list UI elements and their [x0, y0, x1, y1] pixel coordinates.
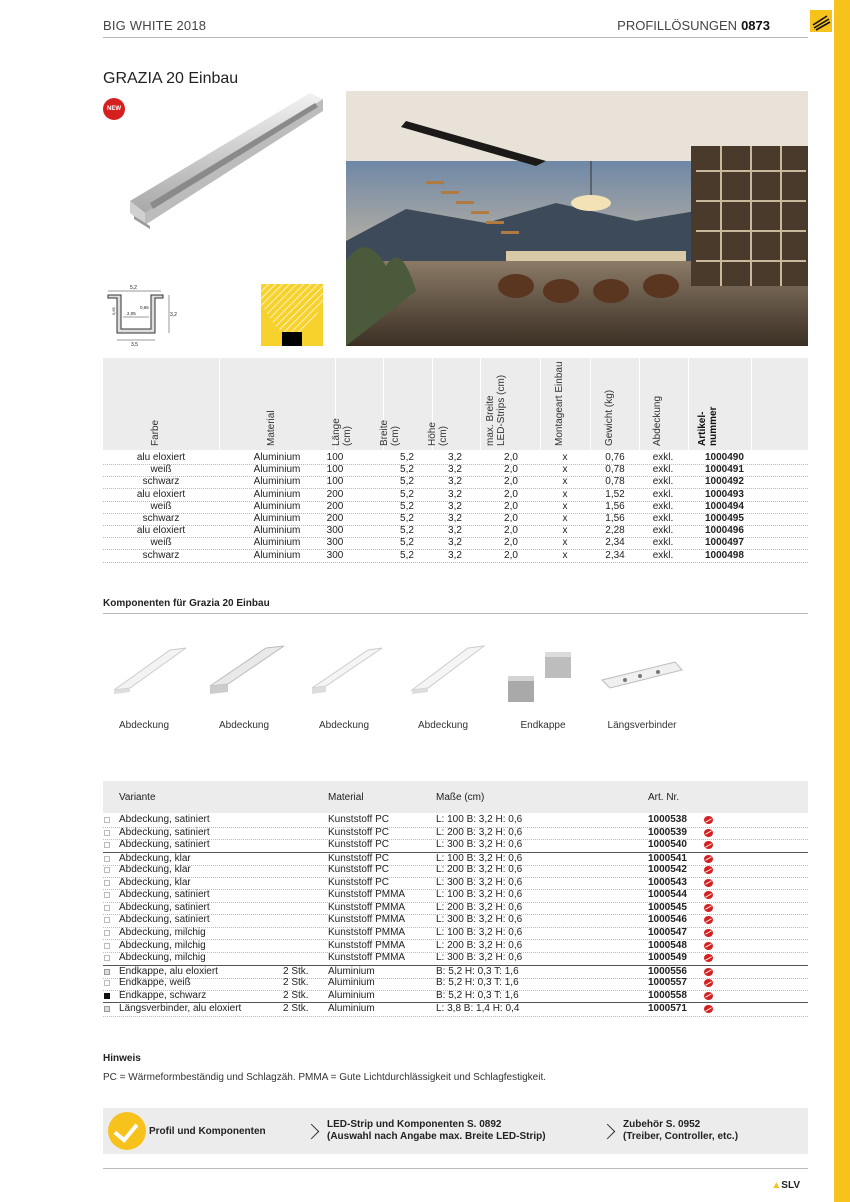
- interior-photo: [346, 91, 808, 346]
- parts-row: [103, 952, 808, 966]
- spec-cell: 100: [326, 464, 344, 476]
- spec-row: [103, 525, 808, 538]
- endcap-image: [508, 652, 571, 702]
- order-icon: [704, 942, 713, 950]
- step-led-strip-line2: (Auswahl nach Angabe max. Breite LED-Strip): [327, 1131, 546, 1142]
- parts-cell-v: Abdeckung, klar: [119, 864, 191, 876]
- parts-cell-d: L: 200 B: 3,2 H: 0,6: [436, 901, 523, 913]
- spec-cell: exkl.: [652, 525, 674, 537]
- spec-cell: 3,2: [448, 549, 462, 561]
- spec-cell: 5,2: [400, 537, 414, 549]
- spec-row: [103, 464, 808, 477]
- parts-cell-m: Kunststoff PMMA: [328, 914, 406, 926]
- parts-cell-a: 1000549: [648, 952, 687, 964]
- spec-cell: exkl.: [652, 488, 674, 500]
- parts-cell-m: Kunststoff PMMA: [328, 901, 406, 913]
- spec-cell: 1000495: [705, 513, 744, 524]
- parts-cell-m: Kunststoff PC: [328, 876, 389, 888]
- parts-cell-m: Aluminium: [328, 1003, 375, 1015]
- parts-cell-d: L: 300 B: 3,2 H: 0,6: [436, 876, 523, 888]
- spec-cell: exkl.: [652, 452, 674, 463]
- parts-cell-a: 1000542: [648, 864, 687, 876]
- header-led-breite: max. Breite LED-Strips (cm): [485, 374, 507, 446]
- spec-cell: 2,34: [605, 549, 625, 561]
- spec-cell: exkl.: [652, 476, 674, 488]
- parts-cell-d: B: 5,2 H: 0,3 T: 1,6: [436, 965, 519, 977]
- spec-cell: 2,28: [605, 525, 625, 537]
- header-gewicht: Gewicht (kg): [604, 389, 615, 446]
- order-icon: [704, 904, 713, 912]
- header-hoehe: Höhe (cm): [427, 422, 449, 446]
- color-swatch: [104, 917, 110, 923]
- parts-cell-d: L: 200 B: 3,2 H: 0,6: [436, 864, 523, 876]
- spec-cell: 2,0: [504, 452, 518, 463]
- order-icon: [704, 879, 713, 887]
- parts-cell-m: Aluminium: [328, 977, 375, 989]
- spec-cell: 5,2: [400, 476, 414, 488]
- section-title: [617, 18, 770, 33]
- spec-cell: 300: [326, 549, 344, 561]
- spec-row: [103, 501, 808, 514]
- component-label-cover-4: Abdeckung: [417, 720, 469, 731]
- spec-row: [103, 550, 808, 563]
- header-laenge: Länge (cm): [331, 418, 353, 446]
- spec-cell: 2,0: [504, 537, 518, 549]
- order-icon: [704, 816, 713, 824]
- spec-cell: 2,34: [605, 537, 625, 549]
- cross-section-drawing: [103, 283, 183, 348]
- dim-side: 0,65: [111, 307, 116, 315]
- spec-cell: 300: [326, 537, 344, 549]
- spec-cell: weiß: [150, 464, 172, 476]
- component-label-cover-2: Abdeckung: [218, 720, 270, 731]
- spec-cell: 2,0: [504, 525, 518, 537]
- spec-row: [103, 476, 808, 489]
- parts-cell-m: Kunststoff PMMA: [328, 952, 406, 964]
- cover-image-1: [114, 648, 186, 694]
- footer-divider: [103, 1168, 808, 1169]
- header-material: Material: [266, 410, 277, 446]
- parts-cell-m: Kunststoff PC: [328, 814, 389, 825]
- spec-cell: 5,2: [400, 464, 414, 476]
- parts-cell-m: Kunststoff PC: [328, 864, 389, 876]
- parts-row: [103, 914, 808, 928]
- header-farbe: Farbe: [150, 419, 161, 446]
- color-swatch: [104, 1006, 110, 1012]
- component-label-cover-3: Abdeckung: [318, 720, 370, 731]
- parts-cell-d: L: 200 B: 3,2 H: 0,6: [436, 939, 523, 951]
- spec-cell: 3,2: [448, 500, 462, 512]
- spec-cell: schwarz: [142, 476, 180, 488]
- spec-cell: 1000490: [705, 452, 744, 463]
- spec-cell: weiß: [150, 500, 172, 512]
- cover-image-2: [210, 646, 284, 694]
- section-name: PROFILLÖSUNGEN: [617, 18, 738, 33]
- slv-stripes-icon: [810, 10, 832, 32]
- header-masse: Maße (cm): [436, 792, 485, 803]
- col-farbe: [103, 358, 219, 446]
- color-swatch: [104, 817, 110, 823]
- parts-row: [103, 877, 808, 891]
- note-text: PC = Wärmeformbeständig und Schlagzäh. PMMA = Gute Lichtdurchlässigkeit und Schlagfestigkeit.: [103, 1072, 547, 1083]
- parts-cell-m: Aluminium: [328, 989, 375, 1001]
- spec-cell: 3,2: [448, 537, 462, 549]
- header-breite: Breite (cm): [379, 419, 401, 446]
- spec-cell: 300: [326, 525, 344, 537]
- component-label-connector: Längsverbinder: [607, 720, 677, 731]
- color-swatch: [104, 880, 110, 886]
- step-profile-components: Profil und Komponenten: [149, 1126, 266, 1137]
- parts-cell-q: 2 Stk.: [283, 989, 309, 1001]
- spec-cell: Aluminium: [253, 513, 301, 524]
- spec-cell: alu eloxiert: [136, 525, 186, 537]
- order-icon: [704, 929, 713, 937]
- spec-cell: schwarz: [142, 549, 180, 561]
- color-swatch: [104, 892, 110, 898]
- parts-cell-d: L: 200 B: 3,2 H: 0,6: [436, 826, 523, 838]
- spec-cell: Aluminium: [253, 464, 301, 476]
- spec-cell: x: [562, 500, 568, 512]
- spec-cell: 1,52: [605, 488, 625, 500]
- components-images: [110, 640, 690, 710]
- order-icon: [704, 979, 713, 987]
- spec-cell: Aluminium: [253, 452, 301, 463]
- parts-cell-a: 1000557: [648, 977, 687, 989]
- parts-cell-m: Kunststoff PMMA: [328, 889, 406, 901]
- order-icon: [704, 841, 713, 849]
- spec-cell: 3,2: [448, 476, 462, 488]
- parts-cell-v: Abdeckung, satiniert: [119, 914, 210, 926]
- color-swatch: [104, 930, 110, 936]
- color-swatch: [104, 830, 110, 836]
- spec-cell: exkl.: [652, 500, 674, 512]
- light-beam-icon: [261, 284, 323, 346]
- spec-cell: 1000491: [705, 464, 744, 476]
- parts-cell-d: L: 100 B: 3,2 H: 0,6: [436, 814, 523, 825]
- spec-cell: 3,2: [448, 464, 462, 476]
- parts-cell-q: 2 Stk.: [283, 965, 309, 977]
- parts-row: [103, 814, 808, 828]
- parts-cell-q: 2 Stk.: [283, 977, 309, 989]
- dim-width-top: 5,2: [130, 285, 137, 291]
- spec-cell: 1000492: [705, 476, 744, 488]
- parts-row: [103, 977, 808, 991]
- spec-cell: 2,0: [504, 549, 518, 561]
- spec-cell: x: [562, 452, 568, 463]
- spec-cell: 3,2: [448, 525, 462, 537]
- spec-cell: 200: [326, 500, 344, 512]
- spec-row: [103, 489, 808, 502]
- page-number: 0873: [741, 18, 770, 33]
- brand-logo: ▲SLV: [771, 1180, 800, 1191]
- parts-cell-d: L: 100 B: 3,2 H: 0,6: [436, 926, 523, 938]
- parts-row: [103, 827, 808, 841]
- spec-cell: 0,78: [605, 464, 625, 476]
- spec-cell: 0,76: [605, 452, 625, 463]
- parts-row: [103, 927, 808, 941]
- parts-cell-a: 1000543: [648, 876, 687, 888]
- dim-inner: 2,05: [127, 311, 136, 316]
- col-gewicht: [591, 358, 639, 446]
- parts-row: [103, 990, 808, 1004]
- spec-cell: 3,2: [448, 488, 462, 500]
- col-breite: [377, 358, 425, 446]
- parts-cell-a: 1000544: [648, 889, 687, 901]
- parts-cell-a: 1000571: [648, 1003, 687, 1015]
- check-icon: [108, 1112, 146, 1150]
- color-swatch: [104, 867, 110, 873]
- parts-cell-v: Abdeckung, satiniert: [119, 889, 210, 901]
- components-divider: [103, 613, 808, 614]
- parts-cell-d: L: 300 B: 3,2 H: 0,6: [436, 914, 523, 926]
- spec-cell: 3,2: [448, 452, 462, 463]
- header-variante: Variante: [119, 792, 156, 803]
- parts-cell-m: Kunststoff PC: [328, 826, 389, 838]
- order-icon: [704, 891, 713, 899]
- parts-cell-v: Abdeckung, satiniert: [119, 839, 210, 851]
- color-swatch: [104, 969, 110, 975]
- dim-depth: 0,65: [140, 305, 149, 310]
- order-icon: [704, 1005, 713, 1013]
- spec-cell: alu eloxiert: [136, 488, 186, 500]
- spec-cell: 3,2: [448, 513, 462, 524]
- profile-product-image: [120, 91, 325, 231]
- spec-cell: 5,2: [400, 488, 414, 500]
- spec-cell: exkl.: [652, 513, 674, 524]
- connector-image: [602, 662, 682, 688]
- spec-cell: weiß: [150, 537, 172, 549]
- order-icon: [704, 968, 713, 976]
- spec-cell: 200: [326, 513, 344, 524]
- parts-cell-v: Abdeckung, klar: [119, 852, 191, 864]
- header-artikel: Artikel- nummer: [697, 406, 719, 446]
- parts-cell-v: Abdeckung, satiniert: [119, 901, 210, 913]
- parts-cell-a: 1000556: [648, 965, 687, 977]
- spec-cell: Aluminium: [253, 476, 301, 488]
- parts-cell-v: Längsverbinder, alu eloxiert: [119, 1003, 242, 1015]
- spec-cell: exkl.: [652, 464, 674, 476]
- parts-cell-v: Endkappe, schwarz: [119, 989, 207, 1001]
- parts-table-header: [103, 781, 808, 813]
- parts-row: [103, 864, 808, 878]
- spec-cell: alu eloxiert: [136, 452, 186, 463]
- col-laenge: [329, 358, 377, 446]
- spec-cell: x: [562, 488, 568, 500]
- spec-cell: 2,0: [504, 500, 518, 512]
- parts-cell-v: Abdeckung, satiniert: [119, 814, 210, 825]
- color-swatch: [104, 856, 110, 862]
- spec-cell: 2,0: [504, 464, 518, 476]
- parts-cell-v: Abdeckung, milchig: [119, 926, 206, 938]
- spec-row: [103, 452, 808, 465]
- color-swatch: [104, 842, 110, 848]
- parts-row: [103, 940, 808, 954]
- parts-cell-d: B: 5,2 H: 0,3 T: 1,6: [436, 989, 519, 1001]
- parts-cell-d: L: 3,8 B: 1,4 H: 0,4: [436, 1003, 520, 1015]
- spec-table-header: [103, 358, 808, 450]
- parts-cell-v: Abdeckung, satiniert: [119, 826, 210, 838]
- header-material: Material: [328, 792, 364, 803]
- spec-cell: 1000496: [705, 525, 744, 537]
- col-montage: [540, 358, 590, 446]
- spec-cell: 5,2: [400, 549, 414, 561]
- spec-row: [103, 537, 808, 550]
- parts-cell-v: Abdeckung, milchig: [119, 952, 206, 964]
- header-art-nr: Art. Nr.: [648, 792, 680, 803]
- color-swatch: [104, 905, 110, 911]
- spec-cell: x: [562, 476, 568, 488]
- order-icon: [704, 992, 713, 1000]
- side-color-bar: [834, 0, 850, 1202]
- workflow-footer: [103, 1108, 808, 1154]
- step-led-strip-line1: LED-Strip und Komponenten S. 0892: [327, 1119, 502, 1130]
- chevron-right-icon: [600, 1124, 616, 1140]
- parts-cell-a: 1000541: [648, 852, 687, 864]
- spec-cell: x: [562, 549, 568, 561]
- spec-cell: x: [562, 513, 568, 524]
- spec-cell: x: [562, 537, 568, 549]
- spec-cell: 1,56: [605, 500, 625, 512]
- dim-height: 3,2: [170, 312, 177, 318]
- color-swatch: [104, 943, 110, 949]
- note-title: Hinweis: [103, 1053, 141, 1064]
- parts-cell-d: L: 300 B: 3,2 H: 0,6: [436, 839, 523, 851]
- header-divider: [103, 37, 808, 38]
- spec-cell: 5,2: [400, 500, 414, 512]
- parts-cell-v: Endkappe, weiß: [119, 977, 191, 989]
- step-accessories-line2: (Treiber, Controller, etc.): [623, 1131, 739, 1142]
- parts-cell-a: 1000546: [648, 914, 687, 926]
- chevron-right-icon: [304, 1124, 320, 1140]
- components-title: Komponenten für Grazia 20 Einbau: [103, 598, 270, 609]
- spec-cell: 2,0: [504, 488, 518, 500]
- spec-cell: schwarz: [142, 513, 180, 524]
- parts-cell-d: L: 300 B: 3,2 H: 0,6: [436, 952, 523, 964]
- component-label-endcap: Endkappe: [520, 720, 566, 731]
- spec-cell: exkl.: [652, 549, 674, 561]
- header-montage: Montageart Einbau: [554, 361, 565, 446]
- product-title: GRAZIA 20 Einbau: [103, 70, 239, 87]
- parts-row: [103, 889, 808, 903]
- parts-cell-v: Abdeckung, klar: [119, 876, 191, 888]
- cover-image-4: [412, 646, 484, 694]
- order-icon: [704, 855, 713, 863]
- spec-cell: 2,0: [504, 513, 518, 524]
- spec-cell: 1,56: [605, 513, 625, 524]
- parts-cell-a: 1000558: [648, 989, 687, 1001]
- parts-cell-a: 1000548: [648, 939, 687, 951]
- parts-cell-a: 1000538: [648, 814, 687, 825]
- spec-cell: 100: [326, 476, 344, 488]
- color-swatch: [104, 980, 110, 986]
- color-swatch: [104, 993, 110, 999]
- spec-cell: Aluminium: [253, 537, 301, 549]
- spec-cell: x: [562, 464, 568, 476]
- parts-cell-a: 1000540: [648, 839, 687, 851]
- spec-cell: Aluminium: [253, 500, 301, 512]
- parts-cell-m: Kunststoff PC: [328, 839, 389, 851]
- color-swatch: [104, 955, 110, 961]
- parts-row: [103, 839, 808, 853]
- parts-cell-m: Kunststoff PMMA: [328, 939, 406, 951]
- parts-cell-d: B: 5,2 H: 0,3 T: 1,6: [436, 977, 519, 989]
- col-artikel: [687, 358, 751, 446]
- spec-cell: Aluminium: [253, 549, 301, 561]
- spec-cell: exkl.: [652, 537, 674, 549]
- col-ledbreite: [477, 358, 537, 446]
- header-abdeckung: Abdeckung: [652, 395, 663, 446]
- spec-cell: Aluminium: [253, 525, 301, 537]
- parts-row: [103, 902, 808, 916]
- parts-cell-a: 1000539: [648, 826, 687, 838]
- component-label-cover-1: Abdeckung: [118, 720, 170, 731]
- spec-cell: Aluminium: [253, 488, 301, 500]
- spec-cell: 1000493: [705, 488, 744, 500]
- parts-cell-d: L: 100 B: 3,2 H: 0,6: [436, 852, 523, 864]
- spec-cell: 0,78: [605, 476, 625, 488]
- parts-cell-m: Kunststoff PC: [328, 852, 389, 864]
- order-icon: [704, 829, 713, 837]
- order-icon: [704, 954, 713, 962]
- parts-cell-a: 1000547: [648, 926, 687, 938]
- order-icon: [704, 866, 713, 874]
- spec-cell: 200: [326, 488, 344, 500]
- new-badge: NEW: [103, 98, 125, 120]
- dim-width-bottom: 3,5: [131, 342, 138, 348]
- parts-cell-m: Kunststoff PMMA: [328, 926, 406, 938]
- order-icon: [704, 916, 713, 924]
- parts-cell-d: L: 100 B: 3,2 H: 0,6: [436, 889, 523, 901]
- spec-cell: x: [562, 525, 568, 537]
- parts-cell-m: Aluminium: [328, 965, 375, 977]
- parts-row: [103, 1002, 808, 1017]
- spec-cell: 1000494: [705, 500, 744, 512]
- spec-cell: 100: [326, 452, 344, 463]
- spec-cell: 5,2: [400, 452, 414, 463]
- spec-cell: 1000498: [705, 549, 744, 561]
- brand-text: SLV: [781, 1180, 800, 1191]
- parts-cell-v: Endkappe, alu eloxiert: [119, 965, 218, 977]
- parts-cell-q: 2 Stk.: [283, 1003, 309, 1015]
- spec-cell: 1000497: [705, 537, 744, 549]
- spec-cell: 5,2: [400, 525, 414, 537]
- spec-cell: 2,0: [504, 476, 518, 488]
- col-hoehe: [425, 358, 473, 446]
- step-accessories-line1: Zubehör S. 0952: [623, 1119, 701, 1130]
- spec-cell: 5,2: [400, 513, 414, 524]
- parts-cell-v: Abdeckung, milchig: [119, 939, 206, 951]
- cover-image-3: [312, 648, 382, 694]
- spec-row: [103, 513, 808, 526]
- col-material: [219, 358, 335, 446]
- catalog-title: BIG WHITE 2018: [103, 18, 207, 33]
- col-abdeckung: [639, 358, 687, 446]
- parts-cell-a: 1000545: [648, 901, 687, 913]
